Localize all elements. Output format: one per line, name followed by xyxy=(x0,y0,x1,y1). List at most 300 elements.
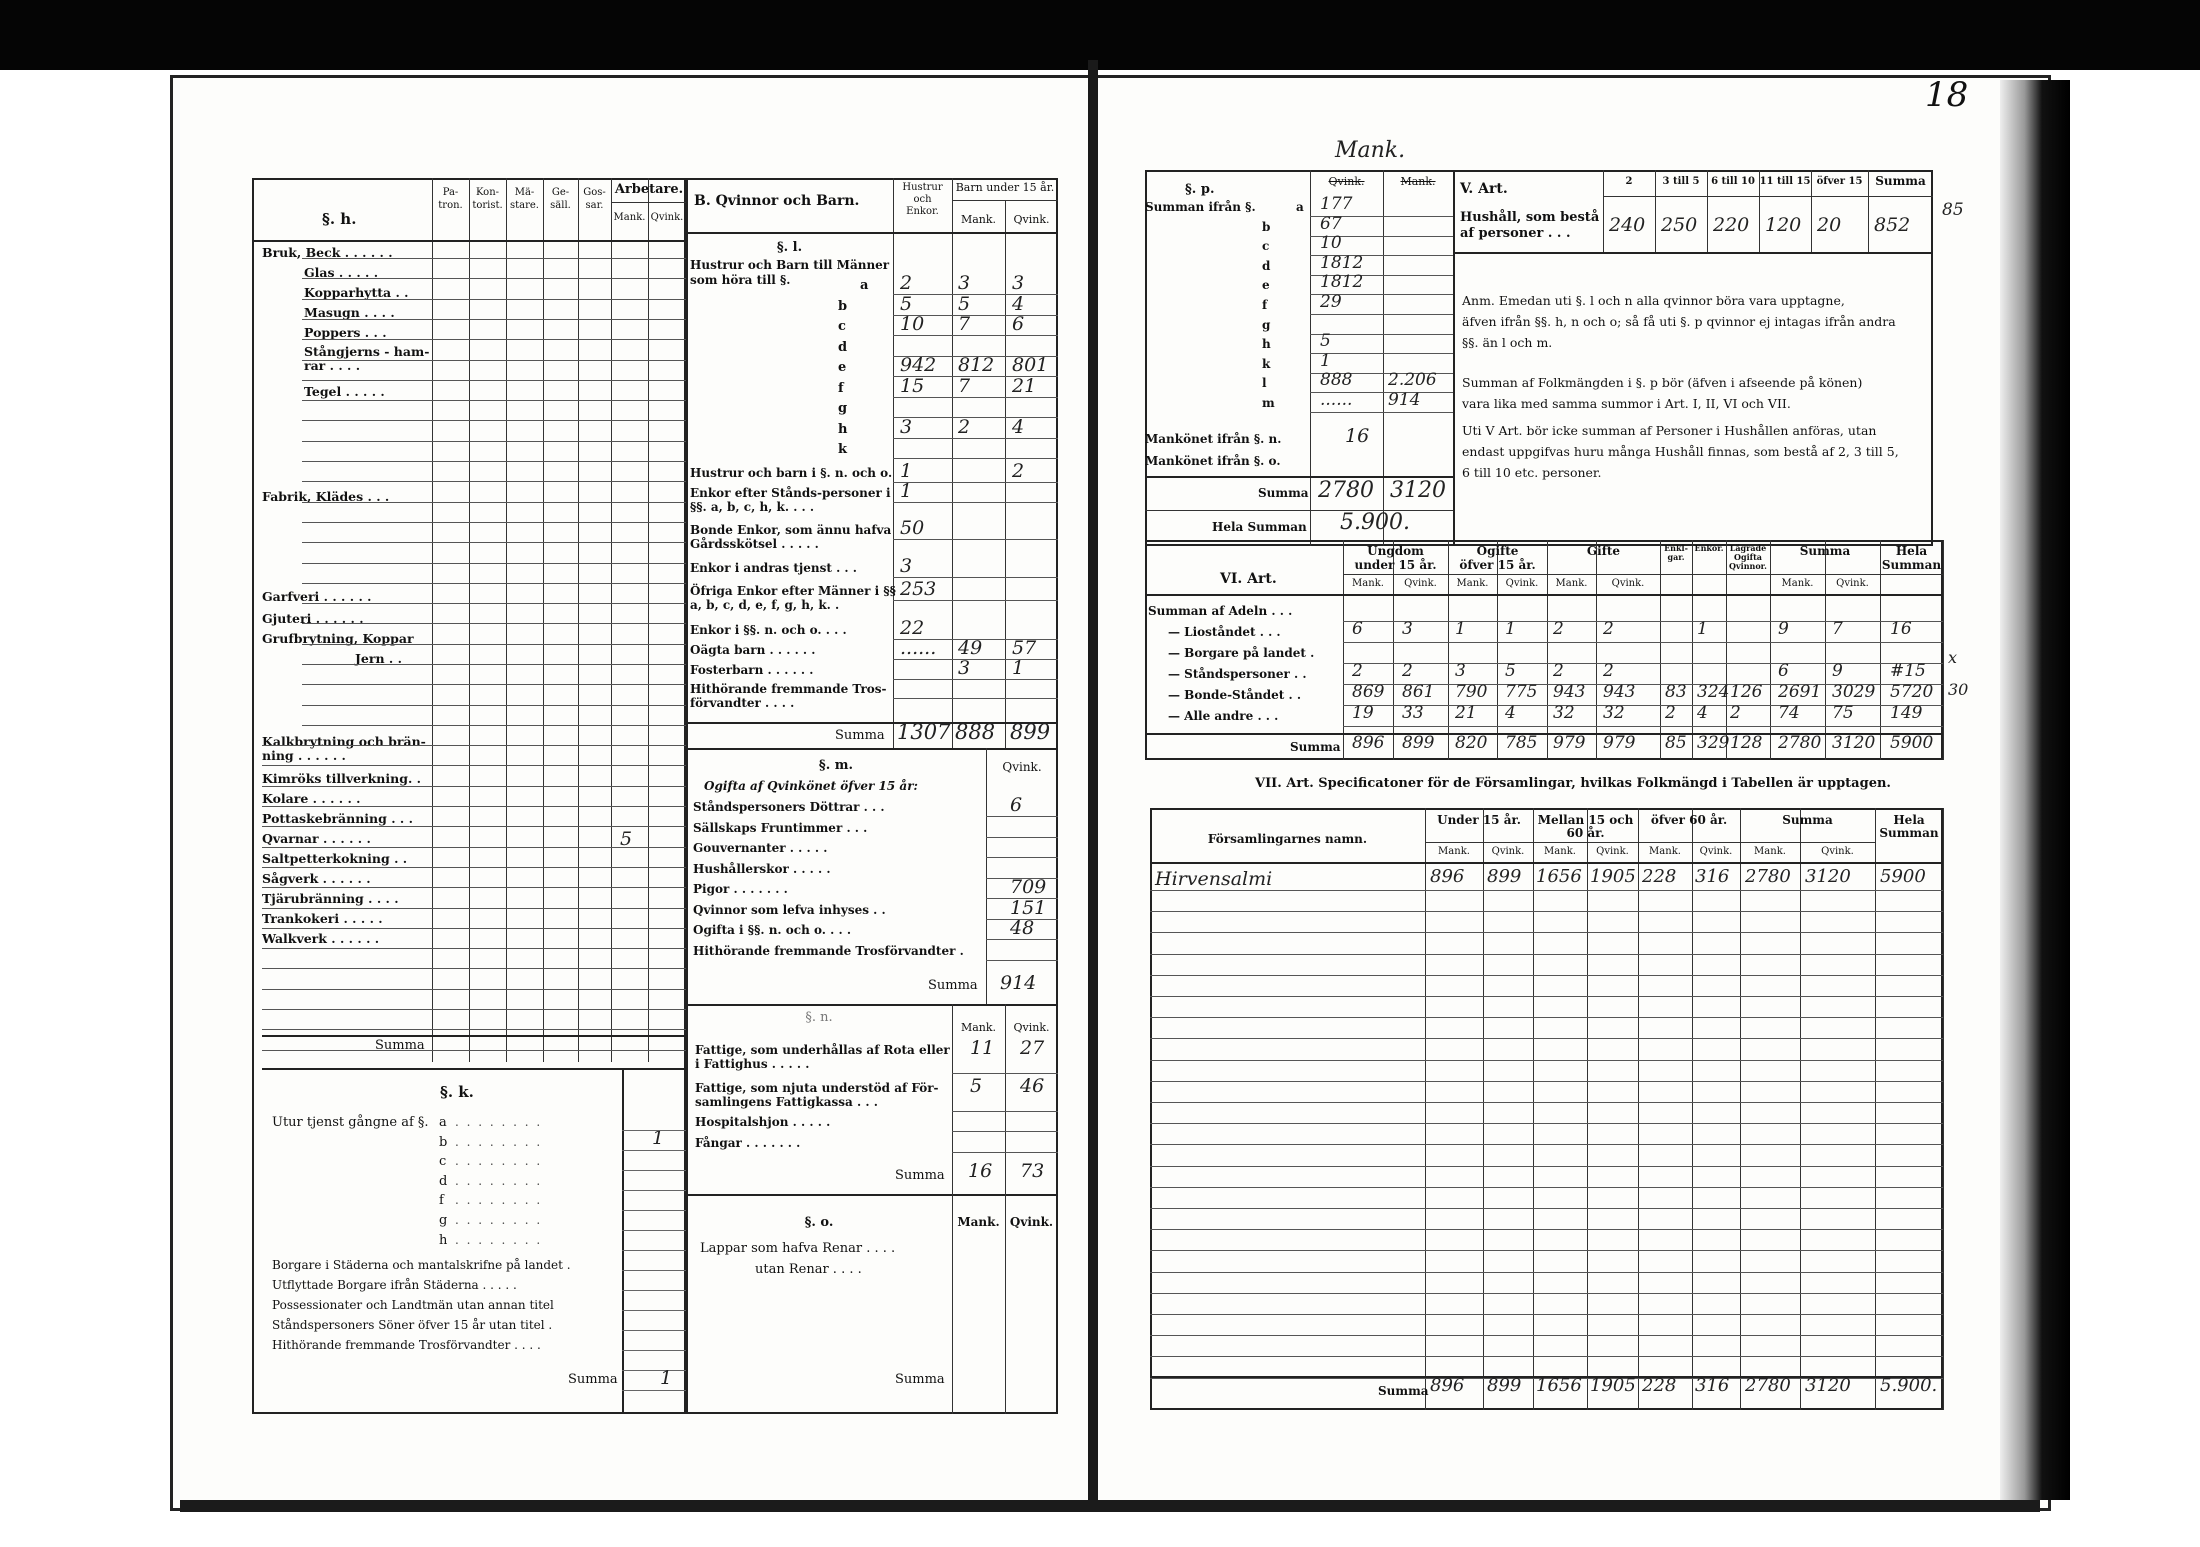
vi-row-line xyxy=(1343,726,1943,727)
top-annotation: Mank. xyxy=(1335,138,1406,163)
vii-summa-value: 2780 xyxy=(1745,1375,1791,1396)
vii-sub-line xyxy=(1425,842,1875,843)
qb-row-line xyxy=(893,438,1058,439)
qb-letter: h xyxy=(838,422,848,437)
sp-col1-value: ...... xyxy=(1320,390,1353,410)
sp-col1-value: 1812 xyxy=(1320,253,1364,273)
vii-row-line xyxy=(1150,1081,1943,1082)
sm-row-value: 709 xyxy=(1010,876,1047,898)
vi-summa-line xyxy=(1145,733,1943,735)
qb-row-label: Enkor i §§. n. och o. . . . xyxy=(690,623,847,637)
sh-row-line xyxy=(302,400,686,401)
sh-row-line xyxy=(262,928,686,929)
sm-row-line xyxy=(986,960,1058,961)
vi-cell-value: 4 xyxy=(1697,703,1708,723)
sh-row-label: Garfveri . . . . . . xyxy=(262,589,372,604)
vi-col-line xyxy=(1660,540,1661,760)
sn-row-value: 27 xyxy=(1020,1037,1045,1059)
sm-row-label: Gouvernanter . . . . . xyxy=(693,841,828,855)
vi-cell-value: 149 xyxy=(1890,703,1923,723)
sh-row-line xyxy=(262,806,686,807)
qb-row-label: Hithörande fremmande Tros- förvandter . . . . xyxy=(690,682,887,710)
qb-row-label: Bonde Enkor, som ännu hafva Gårdsskötsel . . . . . xyxy=(690,523,892,551)
sm-row-line xyxy=(986,857,1058,858)
vii-parish-value: 1905 xyxy=(1590,866,1636,887)
sp-col1-value: 177 xyxy=(1320,194,1353,214)
vi-summa-value: 820 xyxy=(1455,733,1488,753)
qb-row-value: 57 xyxy=(1012,637,1037,659)
qb-row-label: Enkor i andras tjenst . . . xyxy=(690,561,857,575)
vi-col-line xyxy=(1343,540,1344,760)
sm-row-label: Ogifta i §§. n. och o. . . . xyxy=(693,923,852,937)
vi-row-label: — Ståndspersoner . . xyxy=(1168,667,1307,681)
sh-row-label: Glas . . . . . xyxy=(304,265,379,280)
arbetare-mank: Mank. xyxy=(613,212,646,223)
vii-col-line xyxy=(1800,808,1801,1410)
sp-col1-value: 888 xyxy=(1320,370,1353,390)
qb-summa-value: 1307 xyxy=(897,720,951,744)
vi-col-line xyxy=(1596,540,1597,760)
vi-cell-value: 6 xyxy=(1778,661,1789,681)
sm-row-label: Hithörande fremmande Trosförvandter . xyxy=(693,944,964,958)
vii-sub-header: Qvink. xyxy=(1596,846,1629,857)
sk-row-label: Possessionater och Landtmän utan annan titel xyxy=(272,1298,554,1312)
qb-row-value: 253 xyxy=(900,578,937,600)
qb-letter: k xyxy=(838,442,848,457)
qb-row-value: 1 xyxy=(900,480,913,502)
sn-summa: Summa xyxy=(895,1168,945,1183)
sh-row-line xyxy=(262,948,686,949)
v-col-header: Summa xyxy=(1875,174,1926,188)
qb-row-label: Fosterbarn . . . . . . xyxy=(690,663,814,677)
vii-summa-value: 1656 xyxy=(1536,1375,1582,1396)
sn-row-value: 11 xyxy=(970,1037,995,1059)
vii-sub-header: Qvink. xyxy=(1491,846,1525,857)
sp-mank-n-value: 16 xyxy=(1345,425,1370,447)
vii-col-line xyxy=(1483,808,1484,1410)
v-col-header: 2 xyxy=(1625,176,1633,187)
sh-col-line xyxy=(432,178,433,1062)
sp-summa-1: 2780 xyxy=(1318,478,1374,503)
sp-summan: Summan ifrån §. xyxy=(1145,200,1256,214)
qb-letter-value: 7 xyxy=(958,313,971,335)
sm-row-line xyxy=(986,939,1058,940)
sm-row-label: Hushållerskor . . . . . xyxy=(693,862,831,876)
sp-col1-value: 5 xyxy=(1320,331,1331,351)
qb-row-line xyxy=(893,698,1058,699)
qb-letter: f xyxy=(838,381,844,396)
sm-summa: Summa xyxy=(928,978,978,993)
vii-row-line xyxy=(1150,975,1943,976)
sh-col-header: Kon- torist. xyxy=(472,187,503,211)
sh-row-line xyxy=(302,461,686,462)
qb-letter-value: 15 xyxy=(900,375,925,397)
vi-cell-value: 2 xyxy=(1402,661,1413,681)
vii-header-line xyxy=(1150,862,1943,864)
vi-sub-line xyxy=(1343,574,1943,575)
vi-row-line xyxy=(1343,621,1943,622)
qb-letter: d xyxy=(838,340,848,355)
qb-row-line xyxy=(893,539,1058,540)
sm-row-value: 48 xyxy=(1010,917,1035,939)
sp-col2-value: 2.206 xyxy=(1388,370,1437,390)
v-note3: Uti V Art. bör icke summan af Personer i Hushållen anföras, utan endast uppgifvas huru många Hushåll finnas, som bestå af 2, 3 till 5, 6 till 10 etc. personer. xyxy=(1462,423,1899,480)
sp-hela-value: 5.900. xyxy=(1340,510,1410,535)
page-number: 18 xyxy=(1925,75,1969,115)
sk-letter: h xyxy=(439,1233,448,1248)
vii-col-line xyxy=(1587,808,1588,1410)
sn-row-line xyxy=(952,1131,1058,1132)
sm-row-label: Qvinnor som lefva inhyses . . xyxy=(693,903,886,917)
so-col-mank: Mank. xyxy=(957,1215,1000,1229)
sh-row-line xyxy=(302,339,686,340)
qb-col-hustrur: Hustrur och Enkor. xyxy=(902,182,943,217)
vi-cell-value: 5720 xyxy=(1890,682,1934,702)
sh-row-line xyxy=(302,522,686,523)
sp-letter: f xyxy=(1262,298,1268,312)
vii-col-line xyxy=(1638,808,1639,1410)
vii-art-heading: VII. Art. Specificatoner för de Församlingar, hvilkas Folkmängd i Tabellen är upptagen. xyxy=(1255,776,1891,791)
sh-row-label: Stångjerns - ham- rar . . . . xyxy=(304,344,430,373)
sk-row-label: Hithörande fremmande Trosförvandter . . . . xyxy=(272,1338,541,1352)
sh-row-line xyxy=(262,745,686,746)
vi-cell-value: 2691 xyxy=(1778,682,1822,702)
vii-row-line xyxy=(1150,1144,1943,1145)
vi-summa-value: 3120 xyxy=(1832,733,1876,753)
qb-letter-value: 3 xyxy=(1012,272,1025,294)
sk-letter: d xyxy=(439,1174,448,1189)
v-art-heading: V. Art. xyxy=(1460,181,1508,197)
vi-cell-value: 2 xyxy=(1352,661,1363,681)
vi-cell-value: 324 xyxy=(1697,682,1730,702)
sp-col2-strike: Mank. xyxy=(1400,175,1436,188)
qb-row-line xyxy=(893,482,1058,483)
qvarnar-value: 5 xyxy=(620,828,633,850)
sp-mank-n: Mankönet ifrån §. n. xyxy=(1145,432,1282,446)
qb-letter: e xyxy=(838,360,847,375)
sh-row-line xyxy=(302,258,686,259)
sp-hela: Hela Summan xyxy=(1212,520,1307,534)
v-col-value: 852 xyxy=(1874,214,1911,236)
sh-row-label: Trankokeri . . . . . xyxy=(262,911,383,926)
sk-row-label: Borgare i Städerna och mantalskrifne på landet . xyxy=(272,1258,571,1272)
vi-col-line xyxy=(1943,540,1944,760)
vi-cell-value: 32 xyxy=(1553,703,1575,723)
vii-group-header: öfver 60 år. xyxy=(1650,813,1728,827)
qb-letter-value: 5 xyxy=(958,293,971,315)
vi-margin-note: 30 xyxy=(1948,680,1969,699)
vii-sub-header: Mank. xyxy=(1544,846,1576,857)
qb-row-value: 49 xyxy=(958,637,983,659)
qb-row-value: ...... xyxy=(900,637,937,659)
sm-row-label: Ståndspersoners Döttrar . . . xyxy=(693,800,885,814)
vii-parish-value: 228 xyxy=(1642,866,1677,887)
qb-letter-value: 7 xyxy=(958,375,971,397)
v-col-header: 3 till 5 xyxy=(1662,176,1700,187)
sh-row-line xyxy=(262,786,686,787)
sk-row-line xyxy=(622,1150,686,1151)
qb-row-value: 3 xyxy=(900,555,913,577)
v-col-value: 220 xyxy=(1713,214,1750,236)
sh-row-line xyxy=(262,1050,686,1051)
vii-summa-value: 896 xyxy=(1430,1375,1465,1396)
sk-summa-value: 1 xyxy=(660,1367,673,1389)
sh-row-label: Fabrik, Klädes . . . xyxy=(262,489,390,504)
vi-group-header: Enkor. xyxy=(1694,543,1724,553)
vii-row-line xyxy=(1150,1335,1943,1336)
vii-group-header: Under 15 år. xyxy=(1437,813,1521,827)
sp-letter: h xyxy=(1262,337,1271,351)
vi-cell-value: 32 xyxy=(1603,703,1625,723)
sh-row-line xyxy=(302,563,686,564)
sk-row-line xyxy=(622,1370,686,1371)
qb-letter-value: 801 xyxy=(1012,354,1049,376)
sh-row-line xyxy=(302,360,686,361)
vi-sub-header: Qvink. xyxy=(1505,578,1539,589)
vi-cell-value: 1 xyxy=(1455,619,1466,639)
vi-col-line xyxy=(1825,540,1826,760)
vi-row-label: — Lioståndet . . . xyxy=(1168,625,1281,639)
sk-row-line xyxy=(622,1230,686,1231)
vi-cell-value: 2 xyxy=(1553,619,1564,639)
vi-sub-header: Qvink. xyxy=(1836,578,1869,589)
qb-letter: g xyxy=(838,401,848,416)
vi-summa-value: 896 xyxy=(1352,733,1385,753)
vi-cell-value: 861 xyxy=(1402,682,1435,702)
sh-heading: §. h. xyxy=(322,210,357,228)
sh-summa: Summa xyxy=(375,1038,425,1053)
vi-group-header: Enkl- gar. xyxy=(1664,543,1688,562)
qb-row-line xyxy=(893,294,1058,295)
sh-col-line xyxy=(543,178,544,1062)
vi-group-header: Lägrade Ogifta Qvinnor. xyxy=(1729,543,1767,571)
qb-letter-value: 2 xyxy=(958,416,971,438)
vi-summa: Summa xyxy=(1290,740,1341,754)
vii-parish-value: 316 xyxy=(1695,866,1730,887)
sh-row-label: Kimröks tillverkning. . xyxy=(262,771,422,786)
sp-letter: e xyxy=(1262,278,1270,292)
vii-col-line xyxy=(1692,808,1693,1410)
vii-sub-header: Qvink. xyxy=(1699,846,1733,857)
sn-col-qvink: Qvink. xyxy=(1013,1021,1050,1034)
vi-group-header: Hela Summan xyxy=(1881,544,1942,572)
sh-row-line xyxy=(302,725,686,726)
qb-letter: b xyxy=(838,299,848,314)
sk-dots: . . . . . . . . xyxy=(455,1115,543,1129)
vii-group-header: Hela Summan xyxy=(1879,813,1939,840)
vi-cell-value: 9 xyxy=(1778,619,1789,639)
so-row-lappar: Lappar som hafva Renar . . . . xyxy=(700,1241,896,1256)
sm-row-value: 6 xyxy=(1010,794,1023,816)
vi-cell-value: 33 xyxy=(1402,703,1424,723)
qb-letter-value: 2 xyxy=(900,272,913,294)
sp-row-line xyxy=(1310,412,1453,413)
vi-cell-value: 16 xyxy=(1890,619,1912,639)
sp-col2-value: 914 xyxy=(1388,390,1421,410)
sh-row-label: Kopparhytta . . xyxy=(304,285,409,300)
vi-sub-header: Qvink. xyxy=(1611,578,1645,589)
vii-row-line xyxy=(1150,1229,1943,1230)
qb-letter-value: 4 xyxy=(1012,416,1025,438)
sh-row-line xyxy=(302,319,686,320)
sh-row-label: Kolare . . . . . . xyxy=(262,791,361,806)
vi-row-label: Summan af Adeln . . . xyxy=(1148,604,1293,618)
vii-group-header: Mellan 15 och 60 år. xyxy=(1537,813,1634,840)
sm-row-label: Sällskaps Fruntimmer . . . xyxy=(693,821,868,835)
sh-row-line xyxy=(262,968,686,969)
qb-letter-value: 5 xyxy=(900,293,913,315)
sh-row-label: Kalkbrytning och brän- ning . . . . . . xyxy=(262,734,426,763)
sp-col1-value: 10 xyxy=(1320,233,1342,253)
sm-heading: §. m. xyxy=(818,758,854,773)
sp-letter: m xyxy=(1262,396,1275,410)
vi-group-header: Summa xyxy=(1799,544,1851,558)
sk-row-line xyxy=(622,1170,686,1171)
page-edge-shadow xyxy=(2000,80,2070,1500)
v-col-header: 6 till 10 xyxy=(1711,176,1755,187)
vi-cell-value: 869 xyxy=(1352,682,1385,702)
vi-cell-value: 21 xyxy=(1455,703,1477,723)
sk-row-line xyxy=(622,1330,686,1331)
sh-col-header: Pa- tron. xyxy=(438,187,463,211)
sh-row-line xyxy=(302,420,686,421)
v-col-value: 240 xyxy=(1609,214,1646,236)
scan-bottom-border xyxy=(180,1500,2040,1512)
sk-row-line xyxy=(622,1270,686,1271)
vi-row-label: — Alle andre . . . xyxy=(1168,709,1279,723)
vi-cell-value: 1 xyxy=(1505,619,1516,639)
vi-cell-value: 75 xyxy=(1832,703,1854,723)
scan-top-border xyxy=(0,0,2200,70)
v-margin-note: 85 xyxy=(1942,200,1964,220)
vi-cell-value: 74 xyxy=(1778,703,1800,723)
vii-row-line xyxy=(1150,1356,1943,1357)
qb-letter-value: 3 xyxy=(900,416,913,438)
vi-sub-header: Mank. xyxy=(1555,578,1588,589)
qb-row-value: 3 xyxy=(958,657,971,679)
sp-row-line xyxy=(1310,334,1453,335)
v-col-value: 120 xyxy=(1765,214,1802,236)
sh-col-header: Ge- säll. xyxy=(550,187,571,211)
sh-row-line xyxy=(302,380,686,381)
vi-group-header: Gifte xyxy=(1586,544,1621,558)
vii-summa-value: 5.900. xyxy=(1880,1375,1938,1396)
qb-row-line xyxy=(893,659,1058,660)
vi-cell-value: #15 xyxy=(1890,661,1926,681)
sh-row-label: Jern . . xyxy=(355,651,402,666)
vii-col-line xyxy=(1943,808,1944,1410)
vi-cell-value: 790 xyxy=(1455,682,1488,702)
vi-cell-value: 1 xyxy=(1697,619,1708,639)
sn-heading: §. n. xyxy=(805,1010,833,1025)
sk-row-line xyxy=(622,1290,686,1291)
vi-cell-value: 2 xyxy=(1553,661,1564,681)
vii-summa-value: 228 xyxy=(1642,1375,1677,1396)
sk-row-line xyxy=(622,1310,686,1311)
sh-row-line xyxy=(262,867,686,868)
qb-row-value: 50 xyxy=(900,517,925,539)
v-col-value: 250 xyxy=(1661,214,1698,236)
sh-row-label: Saltpetterkokning . . xyxy=(262,851,408,866)
vii-row-line xyxy=(1150,911,1943,912)
qb-letter-value: 10 xyxy=(900,313,925,335)
sk-row-label: Ståndspersoners Söner öfver 15 år utan titel . xyxy=(272,1318,553,1332)
vii-parish-name[interactable]: Hirvensalmi xyxy=(1155,868,1273,890)
vii-row-line xyxy=(1150,932,1943,933)
sk-dots: . . . . . . . . xyxy=(455,1193,543,1207)
sk-b-value: 1 xyxy=(652,1127,665,1149)
sh-col-line xyxy=(648,178,649,1062)
sp-letter: b xyxy=(1262,220,1271,234)
v-col-value: 20 xyxy=(1817,214,1842,236)
sh-row-line xyxy=(302,299,686,300)
qb-row-value: 1 xyxy=(900,460,913,482)
sk-utur: Utur tjenst gångne af §. xyxy=(272,1115,429,1130)
qb-summa: Summa xyxy=(835,728,885,743)
sh-row-line xyxy=(302,481,686,482)
vii-summa-value: 1905 xyxy=(1590,1375,1636,1396)
vi-cell-value: 83 xyxy=(1665,682,1687,702)
vii-col-line xyxy=(1425,808,1426,1410)
qb-row-line xyxy=(893,417,1058,418)
sh-row-label: Qvarnar . . . . . . xyxy=(262,831,371,846)
v-art-label: Hushåll, som bestå af personer . . . xyxy=(1460,210,1600,241)
arbetare-qvink: Qvink. xyxy=(650,212,684,223)
vi-cell-value: 943 xyxy=(1553,682,1586,702)
vi-col-line xyxy=(1497,540,1498,760)
vi-cell-value: 3029 xyxy=(1832,682,1876,702)
vi-cell-value: 2 xyxy=(1603,661,1614,681)
so-col-qvink: Qvink. xyxy=(1009,1215,1054,1229)
sh-row-line xyxy=(302,583,686,584)
vii-parish-value: 5900 xyxy=(1880,866,1926,887)
sk-row-line xyxy=(622,1130,686,1131)
vi-col-line xyxy=(1448,540,1449,760)
qb-letter-value: 4 xyxy=(1012,293,1025,315)
qb-row-label: Hustrur och barn i §. n. och o. xyxy=(690,466,893,480)
sh-row-line xyxy=(302,278,686,279)
vi-group-header: Ungdom under 15 år. xyxy=(1354,544,1437,572)
sh-row-label: Sågverk . . . . . . xyxy=(262,871,371,886)
sh-row-line xyxy=(262,826,686,827)
sp-col1-value: 1 xyxy=(1320,351,1331,371)
sk-row-line xyxy=(622,1350,686,1351)
sp-mank-o: Mankönet ifrån §. o. xyxy=(1145,454,1281,468)
book-spine xyxy=(1088,60,1098,1500)
sp-col1-value: 67 xyxy=(1320,214,1342,234)
vi-summa-value: 899 xyxy=(1402,733,1435,753)
arbetare-header: Arbetare. xyxy=(614,182,684,197)
vii-col-line xyxy=(1533,808,1534,1410)
vii-sub-header: Mank. xyxy=(1438,846,1470,857)
sh-col-line xyxy=(578,178,579,1062)
vii-row-line xyxy=(1150,996,1943,997)
vii-parish-value: 896 xyxy=(1430,866,1465,887)
qb-letter-value: 21 xyxy=(1012,375,1037,397)
vii-row-line xyxy=(1150,1314,1943,1315)
sk-dots: . . . . . . . . xyxy=(455,1135,543,1149)
qb-row-line xyxy=(893,397,1058,398)
sk-letter: g xyxy=(439,1213,448,1228)
qb-sl: §. l. xyxy=(776,240,803,255)
vii-sub-header: Mank. xyxy=(1754,846,1786,857)
vii-col-line xyxy=(1740,808,1741,1410)
sk-row-line xyxy=(622,1250,686,1251)
sh-row-line xyxy=(262,765,686,766)
sh-row-label: Tegel . . . . . xyxy=(304,384,385,399)
qb-letter: c xyxy=(838,319,846,334)
sk-letter: a xyxy=(439,1115,447,1130)
